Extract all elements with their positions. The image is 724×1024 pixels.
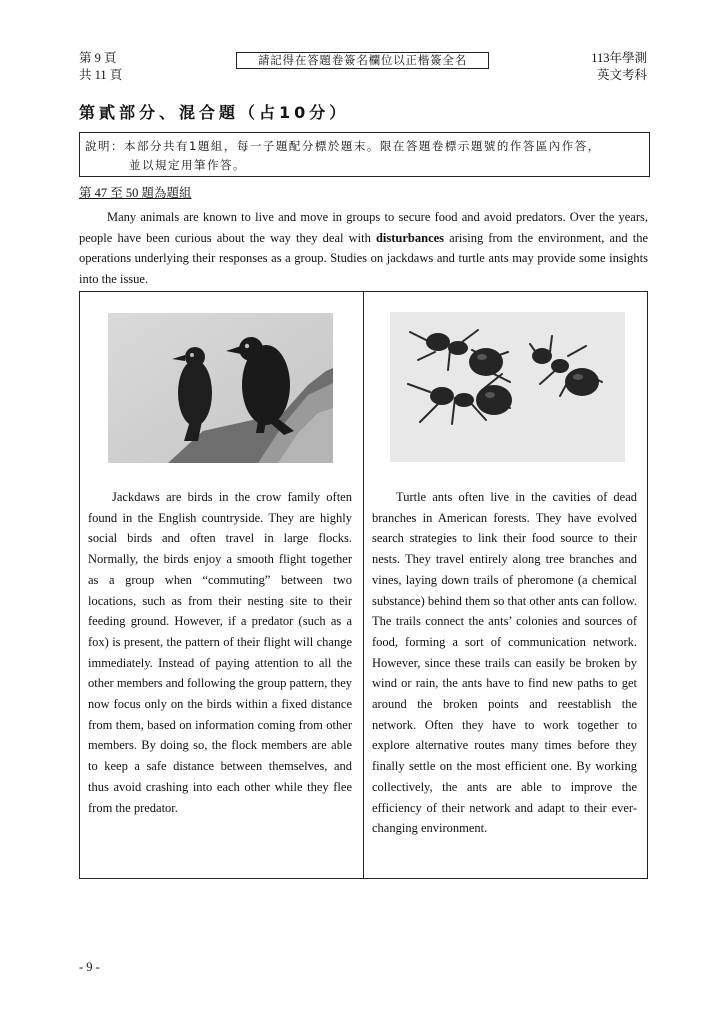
exam-name: 113年學測 [591, 51, 647, 65]
header-right [591, 50, 647, 84]
page-indicator: 第 9 頁 [79, 51, 117, 65]
comparison-table [79, 291, 648, 879]
instructions-line-2: 並以規定用筆作答。 [129, 158, 246, 172]
intro-part-2: arising from the environment, and the operations underlying their responses as a group. Studies on jackdaws and turtle ants may provide some insights into the issue. [79, 230, 648, 286]
jackdaw-photo [108, 313, 333, 463]
total-pages: 共 11 頁 [79, 68, 123, 82]
instructions-line-1: 說明：本部分共有1題組，每一子題配分標於題末。限在答題卷標示題號的作答區內作答， [85, 139, 601, 153]
subject-name: 英文考科 [596, 68, 647, 82]
turtle-ants-paragraph [372, 487, 637, 839]
intro-part-1: Many animals are known to live and move in groups to secure food and avoid predators. Over the years, people have been curious about the way they deal with [79, 210, 648, 245]
intro-paragraph [79, 207, 648, 289]
turtle-ants-text: Turtle ants often live in the cavities of dead branches in American forests. They have evolved search strategies to link their food source to their nests. They travel entirely along tree branches and vines, laying down trails of pheromone (a chemical substance) behind them so that other ants can follow. The trails connect the ants’ colonies and sources of food, forming a sort of communication network. However, since these trails can easily be broken by wind or rain, the ants have to find new paths to get around the broken points and reestablish the network. Often they have to work together to explore alternative routes many times before they finally settle on the most efficient one. By working collectively, the ants are able to improve the efficiency of their network and adapt to their ever-changing environment. [372, 490, 637, 836]
jackdaws-text: Jackdaws are birds in the crow family often found in the English countryside. They are highly social birds and often travel in large flocks. Normally, the birds enjoy a smooth flight together as a group when “commuting” between two locations, such as from their nesting site to their feeding ground. However, if a predator (such as a fox) is present, the pattern of their flight will change immediately. Instead of paying attention to all the other members and following the group pattern, they now focus only on the birds within a fixed distance from them, based on information coming from other members. By doing so, the flock members are able to keep a safe distance between themselves, and thus avoid crashing into each other while they flee from the predator. [88, 490, 352, 815]
question-range: 第 47 至 50 題為題組 [79, 186, 192, 200]
keyword-disturbances: disturbances [375, 230, 445, 245]
page-number: - 9 - [79, 960, 100, 974]
jackdaws-paragraph [88, 487, 352, 818]
turtle-ants-photo [390, 312, 625, 462]
header-left [79, 50, 122, 84]
instructions-box [79, 132, 650, 177]
column-divider [363, 292, 364, 878]
signature-notice: 請記得在答題卷簽名欄位以正楷簽全名 [236, 52, 489, 69]
section-title: 第貳部分、混合題（占10分） [79, 103, 350, 122]
